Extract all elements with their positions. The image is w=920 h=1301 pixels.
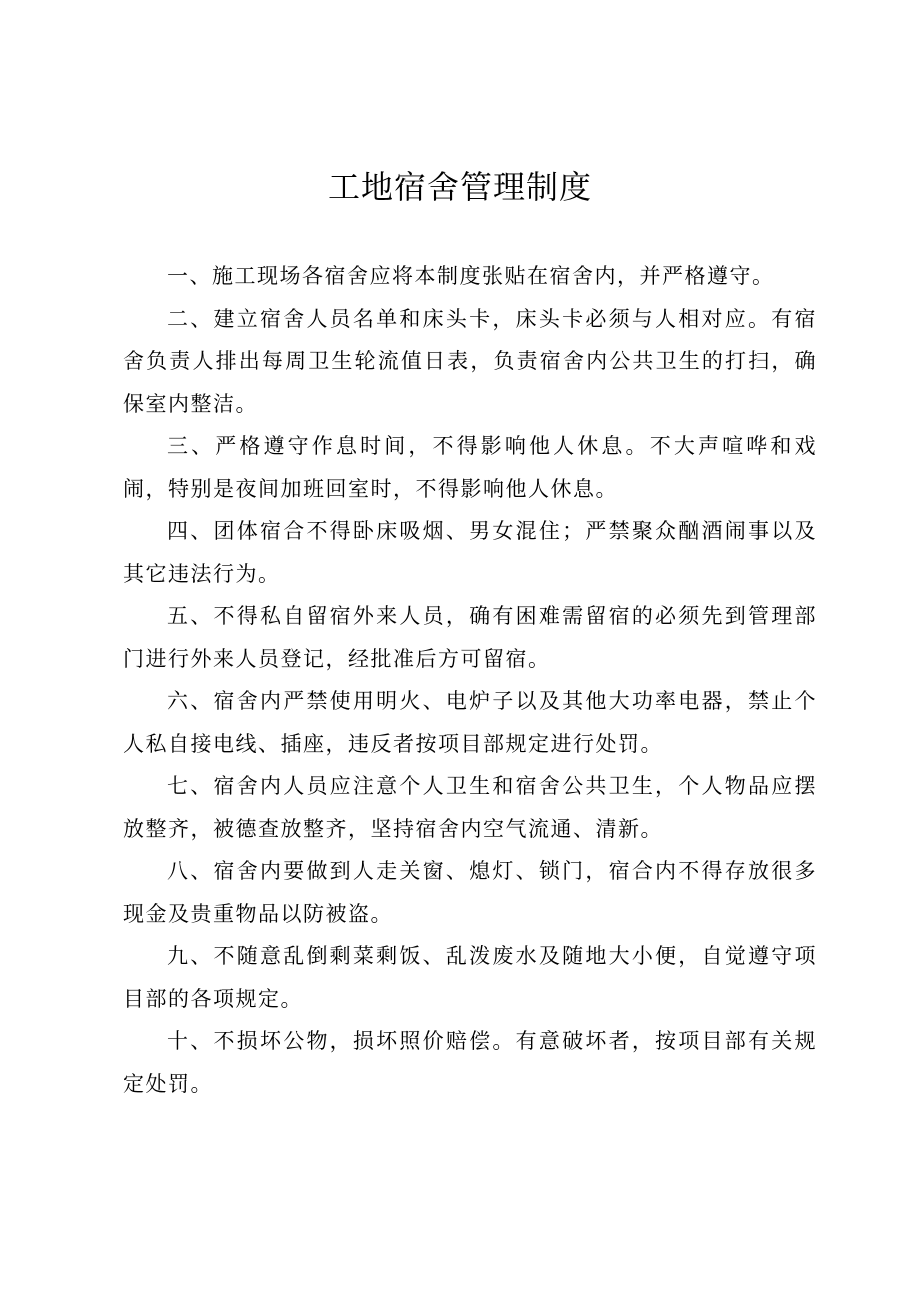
- rule-item: 四、团体宿合不得卧床吸烟、男女混住；严禁聚众酗酒闹事以及其它违法行为。: [123, 519, 817, 586]
- rule-item: 二、建立宿舍人员名单和床头卡，床头卡必须与人相对应。有宿舍负责人排出每周卫生轮流值日表，负责宿舍内公共卫生的打扫，确保室内整洁。: [123, 306, 817, 416]
- rule-item: 九、不随意乱倒剩菜剩饭、乱泼废水及随地大小便，自觉遵守项目部的各项规定。: [123, 944, 817, 1011]
- rule-item: 三、严格遵守作息时间，不得影响他人休息。不大声喧哗和戏闹，特别是夜间加班回室时，不得影响他人休息。: [123, 434, 817, 501]
- document-title: 工地宿舍管理制度: [327, 168, 592, 206]
- rules-list: [123, 255, 817, 1105]
- rule-item: 一、施工现场各宿舍应将本制度张贴在宿舍内，并严格遵守。: [167, 264, 775, 288]
- rule-item: 六、宿舍内严禁使用明火、电炉子以及其他大功率电器，禁止个人私自接电线、插座，违反者按项目部规定进行处罚。: [123, 689, 817, 756]
- rule-item: 七、宿舍内人员应注意个人卫生和宿舍公共卫生，个人物品应摆放整齐，被德查放整齐，坚持宿舍内空气流通、清新。: [123, 774, 817, 841]
- rule-item: 十、不损坏公物，损坏照价赔偿。有意破坏者，按项目部有关规定处罚。: [123, 1029, 817, 1096]
- rule-item: 八、宿舍内要做到人走关窗、熄灯、锁门，宿合内不得存放很多现金及贵重物品以防被盗。: [123, 859, 817, 926]
- rule-item: 五、不得私自留宿外来人员，确有困难需留宿的必须先到管理部门进行外来人员登记，经批准后方可留宿。: [123, 604, 817, 671]
